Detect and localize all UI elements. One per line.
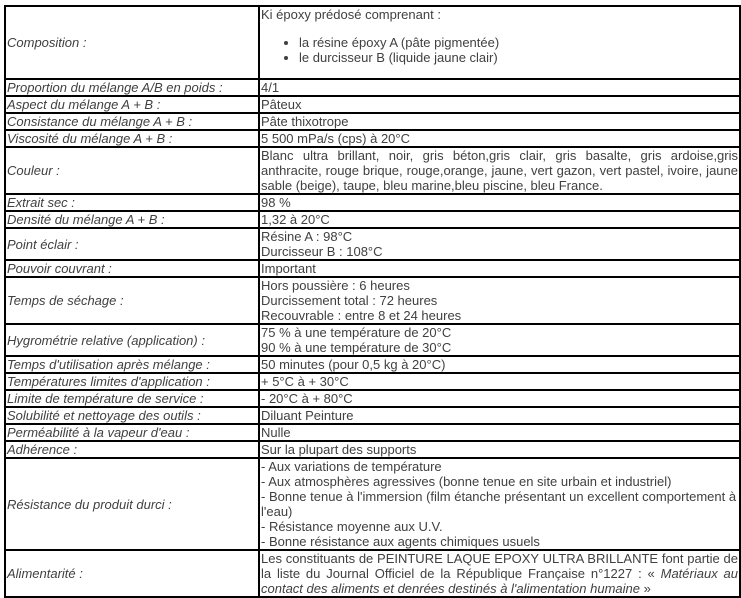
value-line: + 5°C à + 30°C	[261, 374, 349, 389]
value-line: 5 500 mPa/s (cps) à 20°C	[261, 131, 410, 146]
property-value	[259, 550, 740, 597]
value-line: 90 % à une température de 30°C	[261, 340, 452, 355]
property-label: Couleur :	[5, 147, 259, 194]
value-line: Sur la plupart des supports	[261, 442, 417, 457]
value-line: - Aux atmosphères agressives (bonne tenue en site urbain et industriel)	[261, 474, 672, 489]
value-line: - Résistance moyenne aux U.V.	[261, 519, 443, 534]
property-label: Extrait sec :	[5, 194, 259, 211]
table-row	[5, 194, 740, 211]
table-row	[5, 228, 740, 260]
table-row	[5, 96, 740, 113]
property-value	[259, 6, 740, 79]
property-value	[259, 260, 740, 277]
value-intro: Ki époxy prédosé comprenant :	[261, 7, 441, 22]
value-line: Nulle	[261, 425, 291, 440]
property-label: Hygrométrie relative (application) :	[5, 324, 259, 356]
property-label: Point éclair :	[5, 228, 259, 260]
table-row	[5, 373, 740, 390]
value-line: Pâteux	[261, 97, 302, 112]
table-row	[5, 147, 740, 194]
value-line: Recouvrable : entre 8 et 24 heures	[261, 308, 462, 323]
property-label: Pouvoir couvrant :	[5, 260, 259, 277]
table-row	[5, 407, 740, 424]
table-row	[5, 458, 740, 550]
value-line: Durcissement total : 72 heures	[261, 293, 438, 308]
value-line: - Bonne résistance aux agents chimiques usuels	[261, 534, 540, 549]
property-label: Densité du mélange A + B :	[5, 211, 259, 228]
value-line: 1,32 à 20°C	[261, 212, 330, 227]
property-value	[259, 211, 740, 228]
value-segment: Les constituants de PEINTURE LAQUE EPOXY ULTRA BRILLANTE font partie de la liste du Journal Officiel de la République Française n°1227 : «	[261, 551, 738, 581]
property-value	[259, 96, 740, 113]
property-value	[259, 79, 740, 96]
value-line: - Aux variations de température	[261, 459, 442, 474]
table-row	[5, 356, 740, 373]
value-line: Pâte thixotrope	[261, 114, 349, 129]
table-row	[5, 441, 740, 458]
value-segment: »	[639, 581, 651, 596]
property-label: Alimentarité :	[5, 550, 259, 597]
table-row	[5, 324, 740, 356]
property-label: Composition :	[5, 6, 259, 79]
value-line: 75 % à une température de 20°C	[261, 325, 452, 340]
property-label: Viscosité du mélange A + B :	[5, 130, 259, 147]
property-value	[259, 277, 740, 324]
table-row	[5, 113, 740, 130]
property-value	[259, 390, 740, 407]
bullet-list	[261, 35, 738, 65]
technical-spec-table	[4, 5, 741, 598]
bullet-item: • le durcisseur B (liquide jaune clair)	[299, 50, 738, 65]
property-value: Blanc ultra brillant, noir, gris béton,gris clair, gris basalte, gris ardoise,gris anthracite, rouge brique, rouge,orange, jaune, vert gazon, vert pastel, ivoire, jaune sable (beige), taupe, bleu marine,bleu piscine, bleu France.	[261, 148, 738, 193]
property-label: Temps d'utilisation après mélange :	[5, 356, 259, 373]
table-row	[5, 260, 740, 277]
property-value	[259, 458, 740, 550]
property-label: Limite de température de service :	[5, 390, 259, 407]
property-value	[259, 113, 740, 130]
property-value	[259, 130, 740, 147]
property-label: Proportion du mélange A/B en poids :	[5, 79, 259, 96]
value-line: Durcisseur B : 108°C	[261, 244, 383, 259]
table-row	[5, 130, 740, 147]
property-label: Résistance du produit durci :	[5, 458, 259, 550]
value-line: Important	[261, 261, 316, 276]
table-row	[5, 6, 740, 79]
value-line: Diluant Peinture	[261, 408, 354, 423]
value-line: 4/1	[261, 80, 280, 95]
property-label: Solubilité et nettoyage des outils :	[5, 407, 259, 424]
property-value	[259, 441, 740, 458]
value-line: Résine A : 98°C	[261, 229, 353, 244]
value-line: - 20°C à + 80°C	[261, 391, 353, 406]
table-row	[5, 79, 740, 96]
bullet-item: • la résine époxy A (pâte pigmentée)	[299, 35, 738, 50]
table-row	[5, 390, 740, 407]
property-value	[259, 324, 740, 356]
value-line: - Bonne tenue à l'immersion (film étanche présentant un excellent comportement à l'eau)	[261, 489, 737, 519]
property-label: Adhérence :	[5, 441, 259, 458]
value-segment-italic: Matériaux au contact des aliments et denrées destinés à l'alimentation humaine	[261, 566, 738, 596]
value-line: 98 %	[261, 195, 291, 210]
property-label: Températures limites d'application :	[5, 373, 259, 390]
property-value	[259, 424, 740, 441]
table-row	[5, 211, 740, 228]
property-label: Perméabilité à la vapeur d'eau :	[5, 424, 259, 441]
property-label: Temps de séchage :	[5, 277, 259, 324]
property-value	[259, 373, 740, 390]
property-value	[259, 194, 740, 211]
property-label: Aspect du mélange A + B :	[5, 96, 259, 113]
property-value	[259, 228, 740, 260]
value-line: 50 minutes (pour 0,5 kg à 20°C)	[261, 357, 446, 372]
property-label: Consistance du mélange A + B :	[5, 113, 259, 130]
spec-table-body	[5, 6, 740, 597]
value-line: Hors poussière : 6 heures	[261, 278, 410, 293]
table-row	[5, 277, 740, 324]
table-row	[5, 550, 740, 597]
table-row	[5, 424, 740, 441]
property-value	[259, 407, 740, 424]
property-value	[259, 356, 740, 373]
